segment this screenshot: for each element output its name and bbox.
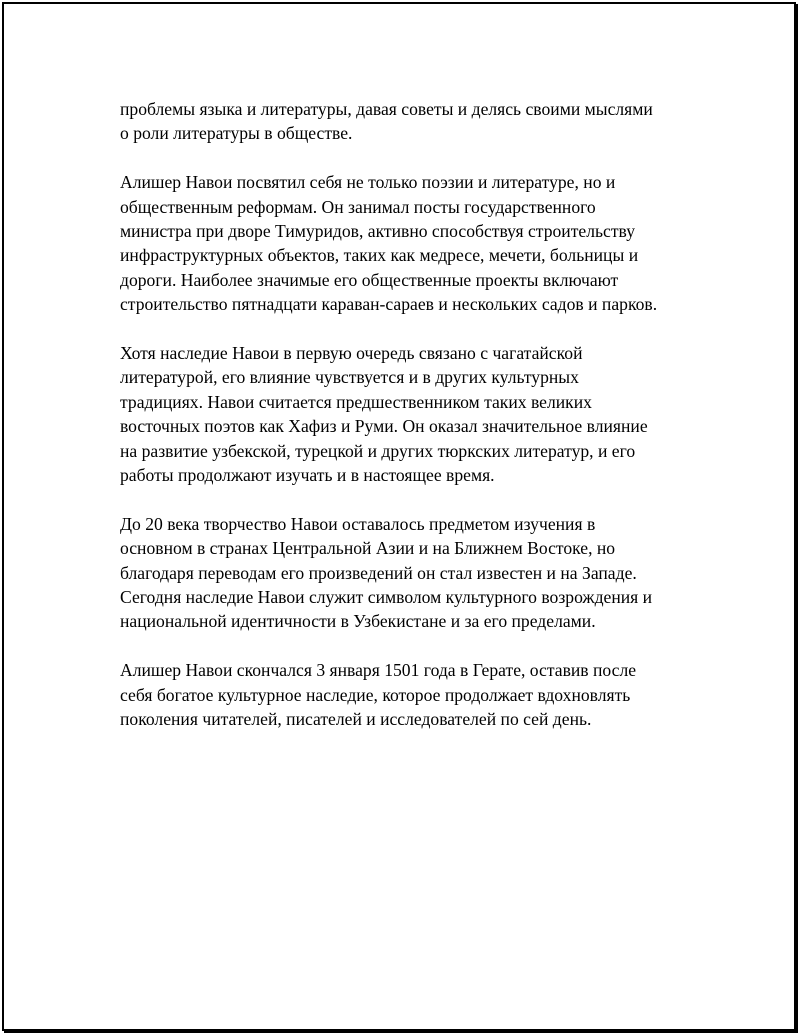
text-line: проблемы языка и литературы, давая советы и делясь своими мыслями — [120, 99, 653, 119]
text-line: национальной идентичности в Узбекистане и за его пределами. — [120, 611, 596, 632]
text-line: строительство пятнадцати караван-сараев и нескольких садов и парков. — [120, 294, 658, 315]
paragraph-2 — [120, 170, 700, 316]
text-line: инфраструктурных объектов, таких как медресе, мечети, больницы и — [120, 245, 639, 266]
text-line: литературой, его влияние чувствуется и в других культурных — [120, 367, 579, 388]
document-page — [2, 2, 796, 1031]
text-line: поколения читателей, писателей и исследователей по сей день. — [120, 709, 592, 730]
text-line: Хотя наследие Навои в первую очередь связано с чагатайской — [120, 343, 583, 364]
text-line: До 20 века творчество Навои оставалось предметом изучения в — [120, 513, 596, 534]
text-line: дороги. Наиболее значимые его общественные проекты включают — [120, 269, 619, 290]
text-line: на развитие узбекской, турецкой и других тюркских литератур, и его — [120, 440, 636, 461]
paragraph-3 — [120, 341, 700, 487]
text-line: Алишер Навои посвятил себя не только поэзии и литературе, но и — [120, 172, 616, 193]
text-line: общественным реформам. Он занимал посты государственного — [120, 196, 596, 217]
text-line: о роли литературы в обществе. — [120, 123, 353, 144]
paragraph-4 — [120, 512, 700, 634]
text-line: Сегодня наследие Навои служит символом культурного возрождения и — [120, 587, 653, 608]
text-line: основном в странах Центральной Азии и на Ближнем Востоке, но — [120, 538, 616, 559]
text-line: работы продолжают изучать и в настоящее время. — [120, 465, 495, 486]
document-body — [120, 97, 700, 756]
paragraph-5 — [120, 658, 700, 731]
paragraph-1 — [120, 97, 700, 146]
text-line: себя богатое культурное наследие, которое продолжает вдохновлять — [120, 684, 631, 705]
text-line: традициях. Навои считается предшественником таких великих — [120, 391, 592, 412]
text-line: министра при дворе Тимуридов, активно способствуя строительству — [120, 221, 636, 242]
text-line: восточных поэтов как Хафиз и Руми. Он оказал значительное влияние — [120, 416, 648, 437]
text-line: благодаря переводам его произведений он стал известен и на Западе. — [120, 562, 637, 583]
text-line: Алишер Навои скончался 3 января 1501 года в Герате, оставив после — [120, 660, 637, 681]
